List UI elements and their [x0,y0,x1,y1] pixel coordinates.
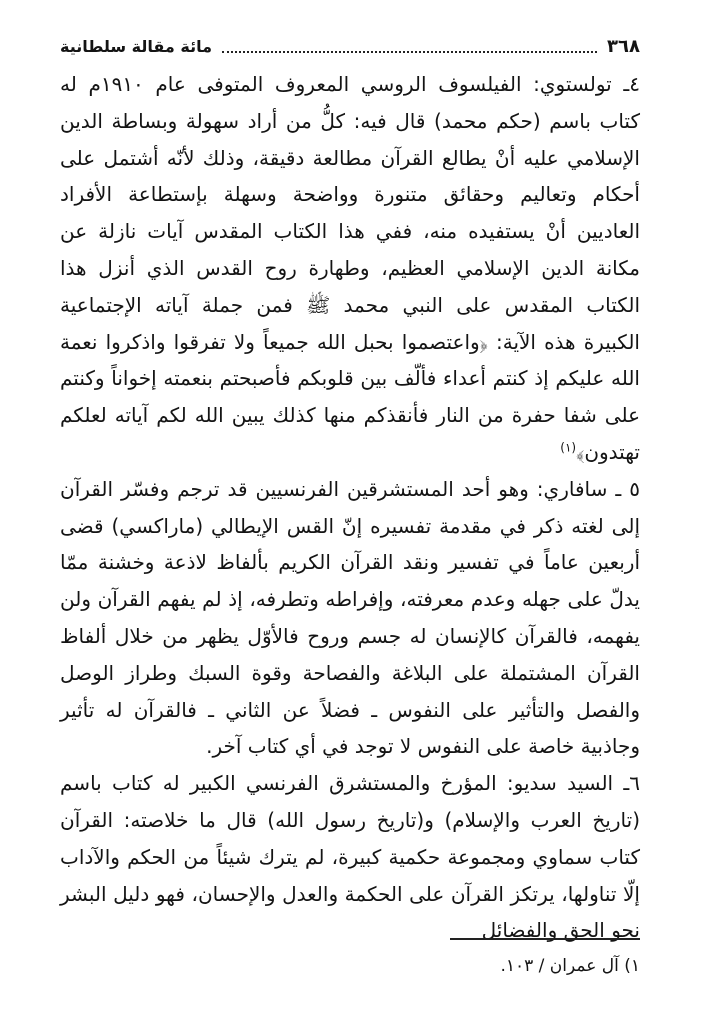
book-title: مائة مقالة سلطانية [60,37,213,56]
paragraph-savary [60,471,640,765]
paragraph-tolstoy [60,66,640,471]
body-text [60,66,640,949]
page-number: ٣٦٨ [607,36,640,57]
paragraph-sedillot-text: ٦ـ السيد سديو: المؤرخ والمستشرق الفرنسي الكبير له كتاب باسم (تاريخ العرب والإسلام) و(تاريخ رسول الله) قال ما خلاصته: القرآن كتاب سماوي ومجموعة حكمية كبيرة، لم يترك شيئاً من الحكم والآداب إلّا تناولها، يرتكز القرآن على الحكمة والعدل والإحسان، فهو دليل البشر نحو الحق والفضائل [60,771,640,943]
footnote [60,954,640,978]
paragraph-savary-text: ٥ ـ سافاري: وهو أحد المستشرقين الفرنسيين قد ترجم وفسّر القرآن إلى لغته ذكر في مقدمة تفسيره إنّ القس الإيطالي (ماراكسي) قضى أربعين عاماً في تفسير ونقد القرآن الكريم بألفاظ لاذعة وخشنة ممّا يدلّ على جهله وعدم معرفته، وإفراطه وتطرفه، إذ لم يفهم القرآن ولن يفهمه، فالقرآن كالإنسان له جسم وروح فالأوّل يظهر من خلال ألفاظ القرآن المشتملة على البلاغة والفصاحة وقوة السبك وطراز الوصل والفصل والتأثير على النفوس ـ فضلاً عن الثاني ـ فالقرآن له تأثير وجاذبية خاصة على النفوس لا توجد في أي كتاب آخر. [60,476,640,759]
header-dot-leader [222,51,597,53]
paragraph-sedillot [60,765,640,949]
paragraph-tolstoy-text: ٤ـ تولستوي: الفيلسوف الروسي المعروف المتوفى عام ١٩١٠م له كتاب باسم (حكم محمد) قال فيه: كلُّ من أراد سهولة وبساطة الدين الإسلامي عليه أنْ يطالع القرآن مطالعة دقيقة، وذلك لأنّه أشتمل على أحكام وتعاليم وحقائق متنورة وواضحة وسهلة بإستطاعة الأفراد العاديين أنْ يستفيده منه، ففي هذا الكتاب المقدس آيات نازلة عن مكانة الدين الإسلامي العظيم، وطهارة روح القدس الذي أنزل هذا الكتاب المقدس على النبي محمد ﷺ فمن جملة آياته الإجتماعية الكبيرة هذه الآية: ﴿واعتصموا بحبل الله جميعاً ولا تفرقوا واذكروا نعمة الله عليكم إذ كنتم أعداء فألّف بين قلوبكم فأصبحتم بنعمته إخواناً وكنتم على شفا حفرة من النار فأنقذكم منها كذلك يبين الله لكم آياته لعلكم تهتدون﴾ [60,72,640,464]
footnote-divider [450,938,640,940]
running-header [60,30,640,58]
footnote-text: ١) آل عمران / ١٠٣. [500,956,640,976]
footnote-reference[interactable]: (١) [560,440,577,455]
